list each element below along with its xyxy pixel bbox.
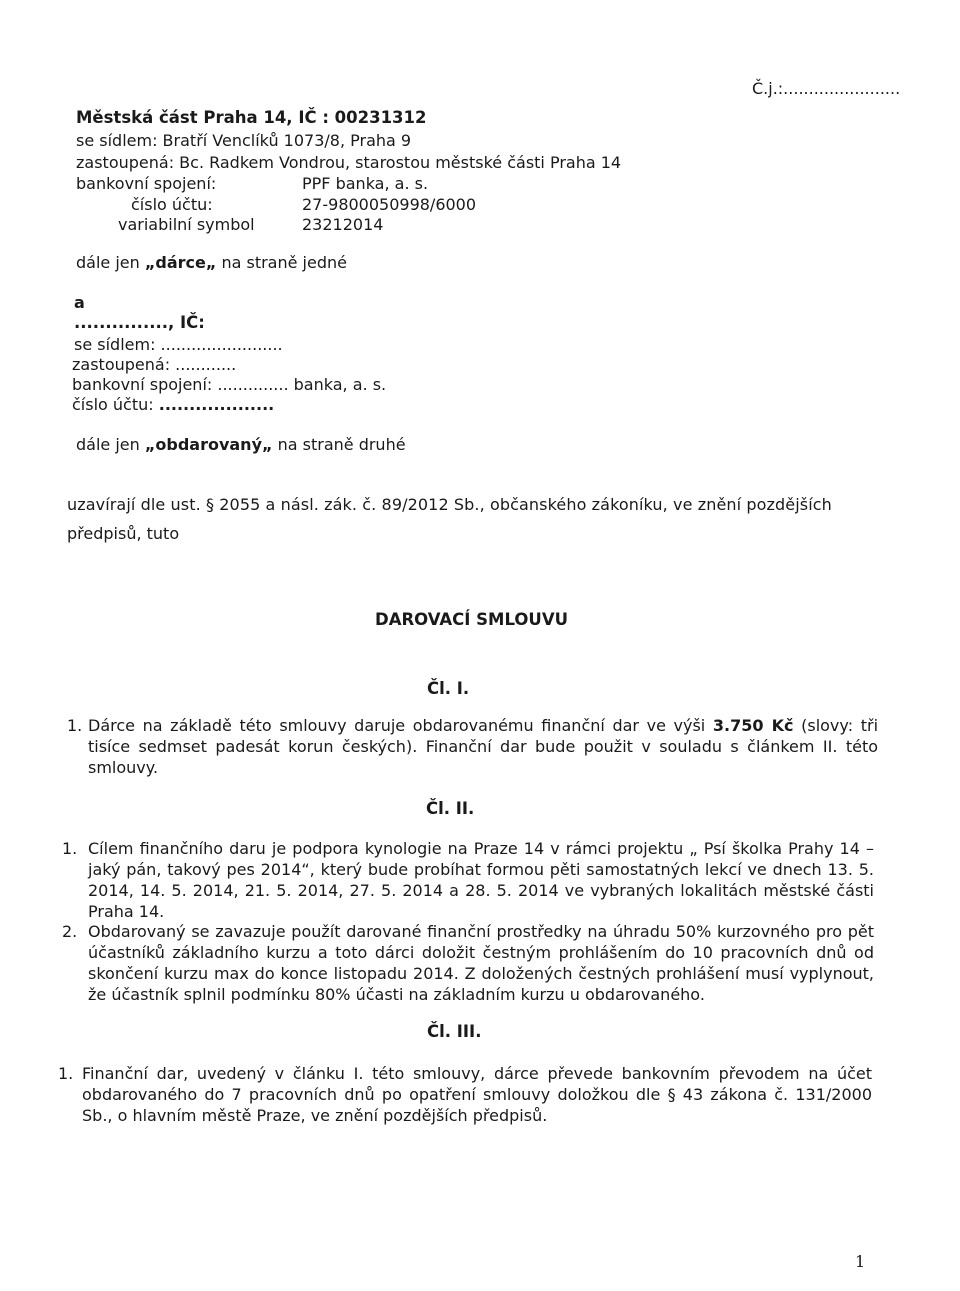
donee-name: ..............., IČ: xyxy=(74,313,205,332)
donee-role-suffix: na straně druhé xyxy=(272,435,406,454)
article-1-item-1-text-before: Dárce na základě této smlouvy daruje obdarovanému finanční dar ve výši xyxy=(88,716,713,735)
donor-bank-label: bankovní spojení: xyxy=(76,174,217,193)
donee-seat: se sídlem: ........................ xyxy=(74,335,283,354)
donee-bank: bankovní spojení: .............. banka, a. s. xyxy=(72,375,387,394)
conjunction: a xyxy=(74,293,85,312)
article-1-item-1-text-after: (slovy: tři tisíce sedmset padesát korun českých). Finanční dar bude použit v souladu s článkem II. této smlouvy. xyxy=(88,716,879,777)
donee-role-prefix: dále jen xyxy=(76,435,145,454)
article-2-item-2-text: Obdarovaný se zavazuje použít darované finanční prostředky na úhradu 50% kurzovného pro pět účastníků základního kurzu a toto dárci doložit čestným prohlášením do 10 pracovních dnů od skončení kurzu max do konce listopadu 2014. Z doložených čestných prohlášení musí vyplynout, že účastník splnil podmínku 80% účasti na základním kurzu u obdarovaného. xyxy=(88,922,874,1004)
article-1-item-1-text xyxy=(88,715,878,778)
article-1-item-1-amount: 3.750 Kč xyxy=(712,716,794,735)
donee-role xyxy=(76,434,406,455)
donor-name: Městská část Praha 14, IČ : 00231312 xyxy=(76,108,427,127)
article-2-item-1-text: Cílem finančního daru je podpora kynologie na Praze 14 v rámci projektu „ Psí školka Prahy 14 – jaký pán, takový pes 2014“, který bude probíhat formou pěti samostatných lekcí ve dnech 13. 5. 2014, 14. 5. 2014, 21. 5. 2014, 27. 5. 2014 a 28. 5. 2014 ve vybraných lokalitách městské části Praha 14. xyxy=(88,839,874,921)
article-3-heading: Čl. III. xyxy=(427,1022,482,1041)
donee-represented: zastoupená: ............ xyxy=(72,355,237,374)
donor-account-label: číslo účtu: xyxy=(131,195,213,214)
article-2-item-2-number: 2. xyxy=(62,922,78,941)
donor-account-value: 27-9800050998/6000 xyxy=(302,195,477,214)
article-2-heading: Čl. II. xyxy=(426,799,475,818)
article-1-heading: Čl. I. xyxy=(427,679,470,698)
donor-bank-value: PPF banka, a. s. xyxy=(302,174,429,193)
article-2-item-1-number: 1. xyxy=(62,839,78,858)
article-3-item-1-number: 1. xyxy=(58,1064,74,1083)
intro-line-1: uzavírají dle ust. § 2055 a násl. zák. č. 89/2012 Sb., občanského zákoníku, ve znění pozdějších xyxy=(67,495,832,514)
page-number: 1 xyxy=(855,1252,866,1271)
reference-number: Č.j.:....................... xyxy=(752,79,901,98)
donor-role-bold: „dárce„ xyxy=(144,253,217,272)
donor-vs-label: variabilní symbol xyxy=(118,215,255,234)
donor-seat: se sídlem: Bratří Venclíků 1073/8, Praha 9 xyxy=(76,131,412,150)
article-3-item-1-text: Finanční dar, uvedený v článku I. této smlouvy, dárce převede bankovním převodem na účet obdarovaného do 7 pracovních dnů po opatření smlouvy doložkou dle § 43 zákona č. 131/2000 Sb., o hlavním městě Praze, ve znění pozdějších předpisů. xyxy=(82,1064,872,1125)
donor-role-suffix: na straně jedné xyxy=(216,253,347,272)
donee-account-value: ................... xyxy=(158,395,275,414)
intro-line-2: předpisů, tuto xyxy=(67,524,180,543)
document-title: DAROVACÍ SMLOUVU xyxy=(375,610,568,629)
article-1-item-1-number: 1. xyxy=(67,716,83,735)
donor-role xyxy=(76,252,347,273)
donor-role-prefix: dále jen xyxy=(76,253,145,272)
donee-account-label: číslo účtu: xyxy=(72,395,159,414)
donee-role-bold: „obdarovaný„ xyxy=(144,435,273,454)
donor-represented: zastoupená: Bc. Radkem Vondrou, starostou městské části Praha 14 xyxy=(76,153,622,172)
donee-account xyxy=(72,394,274,415)
donor-vs-value: 23212014 xyxy=(302,215,384,234)
